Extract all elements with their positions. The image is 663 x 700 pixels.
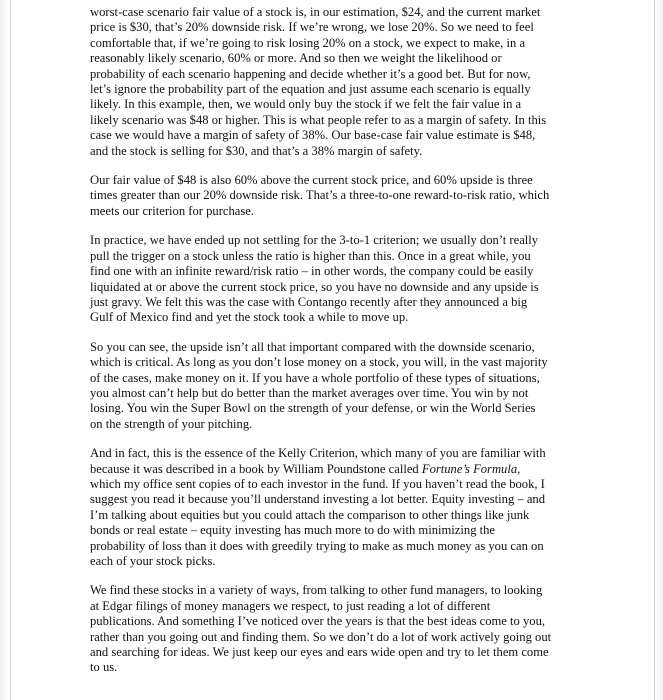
text-line: liquidated at or above the current stock price, so you have no downside and any upside is <box>90 279 539 294</box>
text-line: rather than you going out and finding them. So we don’t do a lot of work actively going out <box>90 629 552 644</box>
paragraph-in-practice <box>90 233 580 325</box>
text-line: suggest you read it because you’ll understand investing a lot better. Equity investing – and <box>90 492 546 507</box>
text-line: publications. And something I’ve noticed over the years is that the best ideas come to you, <box>90 614 546 629</box>
paragraph-margin-of-safety <box>90 5 580 159</box>
text-line-with-book-title <box>90 462 580 477</box>
text-line: probability of loss than it does with greedily trying to make as much money as you can on <box>90 538 544 553</box>
text-line: which my office sent copies of to each investor in the fund. If you haven’t read the book, I <box>90 476 545 491</box>
text-line: each of your stock picks. <box>90 554 216 568</box>
text-line: let’s ignore the probability part of the equation and just assume each scenario is equally <box>90 82 531 97</box>
text-line: In practice, we have ended up not settling for the 3-to-1 criterion; we usually don’t really <box>90 233 539 248</box>
text-line: at Edgar filings of money managers we respect, to just reading a lot of different <box>90 598 491 613</box>
text-line: bonds or real estate – equity investing has much more to do with minimizing the <box>90 523 496 538</box>
text-line: likely scenario was $48 or higher. This is what people refer to as a margin of safety. In this <box>90 112 547 127</box>
paragraph-finding-stocks <box>90 583 580 675</box>
text-line: price is $30, that’s 20% downside risk. If we’re wrong, we lose 20%. So we need to feel <box>90 20 534 35</box>
text-line: case we would have a margin of safety of 38%. Our base-case fair value estimate is $48, <box>90 128 536 143</box>
text-line: We find these stocks in a variety of ways, from talking to other fund managers, to looking <box>90 583 543 598</box>
text-segment: because it was described in a book by William Poundstone called <box>90 461 422 476</box>
page-shadow-left <box>0 0 10 700</box>
text-line: of the cases, make money on it. If you have a whole portfolio of these types of situations, <box>90 370 540 385</box>
text-line: worst-case scenario fair value of a stock is, in our estimation, $24, and the current market <box>90 5 541 19</box>
text-line: And in fact, this is the essence of the Kelly Criterion, which many of you are familiar with <box>90 446 546 461</box>
text-line: likely. In this example, then, we would only buy the stock if we felt the fair value in a <box>90 97 522 112</box>
text-line: and searching for ideas. We just keep our eyes and ears wide open and try to let them come <box>90 645 549 660</box>
book-title: Fortune’s Formula <box>421 461 518 476</box>
document-body <box>90 5 580 690</box>
text-line: probability of each scenario happening and decide whether it’s a good bet. But for now, <box>90 66 531 81</box>
text-line: on the strength of your pitching. <box>90 416 253 431</box>
text-line: Gulf of Mexico find and yet the stock took a while to move up. <box>90 310 409 325</box>
text-line: times greater than our 20% downside risk. That’s a three-to-one reward-to-risk ratio, which <box>90 188 550 203</box>
text-line: find one with an infinite reward/risk ratio – in other words, the company could be easily <box>90 264 534 279</box>
page-shadow-right <box>655 0 663 700</box>
text-line: just gravy. We felt this was the case with Contango recently after they announced a big <box>90 294 528 309</box>
text-line: reasonably likely scenario, 60% or more. And so then we weight the likelihood or <box>90 51 502 66</box>
text-line: comfortable that, if we’re going to risk losing 20% on a stock, we expect to make, in a <box>90 35 526 50</box>
text-line: you almost can’t help but do better than the market averages over time. You win by not <box>90 385 529 400</box>
page-edge-left <box>10 0 11 700</box>
paragraph-kelly-criterion <box>90 446 580 569</box>
text-segment: , <box>517 461 521 476</box>
paragraph-downside-scenario <box>90 340 580 432</box>
page-edge-right <box>654 0 655 700</box>
text-line: I’m talking about equities but you could attach the comparison to other things like junk <box>90 507 530 522</box>
text-line: pull the trigger on a stock unless the ratio is higher than this. Once in a great while, you <box>90 248 531 263</box>
text-line: meets our criterion for purchase. <box>90 203 255 218</box>
paragraph-reward-to-risk <box>90 173 580 219</box>
text-line: losing. You win the Super Bowl on the strength of your defense, or win the World Series <box>90 401 536 416</box>
text-line: and the stock is selling for $30, and that’s a 38% margin of safety. <box>90 143 423 158</box>
text-line: Our fair value of $48 is also 60% above the current stock price, and 60% upside is three <box>90 173 533 188</box>
text-line: So you can see, the upside isn’t all that important compared with the downside scenario, <box>90 339 535 354</box>
text-line: which is critical. As long as you don’t lose money on a stock, you will, in the vast majority <box>90 355 548 370</box>
text-line: to us. <box>90 660 118 675</box>
